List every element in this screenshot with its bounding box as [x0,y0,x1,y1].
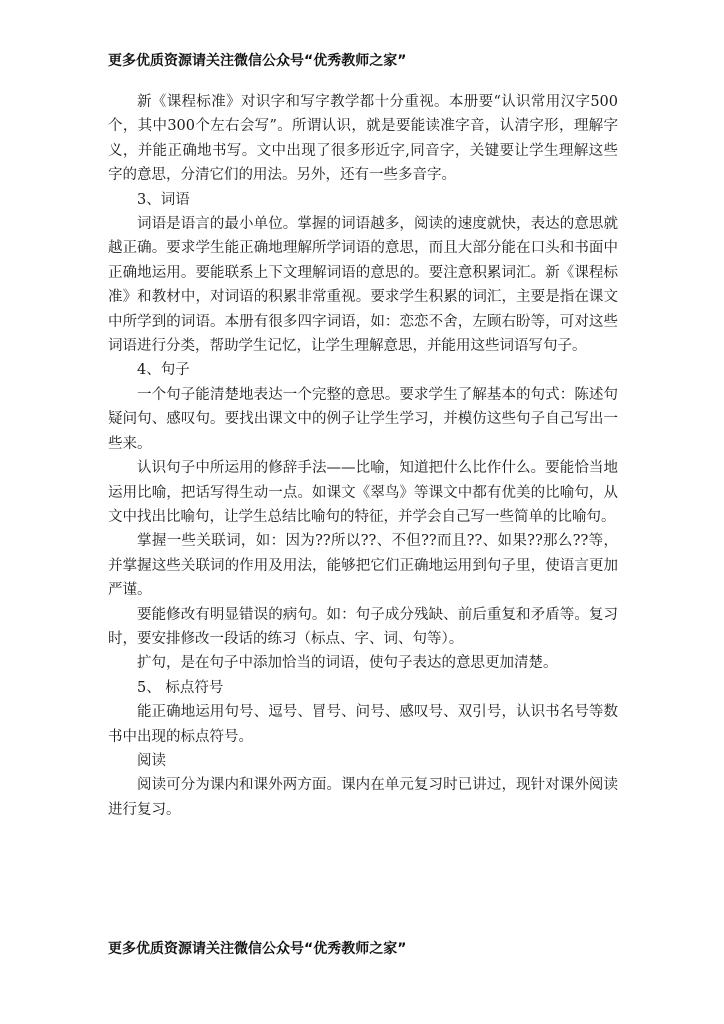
paragraph-reading: 阅读可分为课内和课外两方面。课内在单元复习时已讲过，现针对课外阅读进行复习。 [108,777,618,818]
paragraph-literacy: 新《课程标准》对识字和写字教学都十分重视。本册要“认识常用汉字500个，其中300个左右会写”。所谓认识，就是要能读准字音，认清字形，理解字义，并能正确地书写。文中出现了很多形近字,同音字，关键要让学生理解这些字的意思，分清它们的用法。另外，还有一些多音字。 [108,94,618,184]
paragraph-punctuation: 能正确地运用句号、逗号、冒号、问号、感叹号、双引号，认识书名号等数书中出现的标点符号。 [108,704,618,745]
heading-reading: 阅读 [137,752,166,769]
paragraph-words: 词语是语言的最小单位。掌握的词语越多，阅读的速度就快，表达的意思就越正确。要求学生能正确地理解所学词语的意思，而且大部分能在口头和书面中正确地运用。要能联系上下文理解词语的意思的。要注意积累词汇。新《课程标准》和教材中，对词语的积累非常重视。要求学生积累的词汇，主要是指在课文中所学到的词语。本册有很多四字词语，如：恋恋不舍，左顾右盼等，可对这些词语进行分类，帮助学生记忆，让学生理解意思，并能用这些词语写句子。 [108,216,618,355]
document-body [108,90,618,822]
paragraph-sentence-expansion: 扩句，是在句子中添加恰当的词语，使句子表达的意思更加清楚。 [137,655,558,672]
heading-punctuation: 5、 标点符号 [137,679,224,696]
footer-banner: 更多优质资源请关注微信公众号“优秀教师之家” [108,941,407,957]
paragraph-sentence-correction: 要能修改有明显错误的病句。如：句子成分残缺、前后重复和矛盾等。复习时，要安排修改一段话的练习（标点、字、词、句等）。 [108,606,618,647]
paragraph-metaphor: 认识句子中所运用的修辞手法——比喻，知道把什么比作什么。要能恰当地运用比喻，把话写得生动一点。如课文《翠鸟》等课文中都有优美的比喻句，从文中找出比喻句，让学生总结比喻句的特征，并学会自己写一些简单的比喻句。 [108,460,618,525]
heading-sentences: 4、句子 [137,362,190,379]
paragraph-sentence-types: 一个句子能清楚地表达一个完整的意思。要求学生了解基本的句式：陈述句疑问句、感叹句。要找出课文中的例子让学生学习，并模仿这些句子自己写出一些来。 [108,386,618,452]
paragraph-conjunctions: 掌握一些关联词，如：因为??所以??、不但??而且??、如果??那么??等，并掌握这些关联词的作用及用法，能够把它们正确地运用到句子里，使语言更加严谨。 [108,533,618,599]
header-banner: 更多优质资源请关注微信公众号“优秀教师之家” [108,53,407,69]
heading-words: 3、词语 [137,191,190,208]
